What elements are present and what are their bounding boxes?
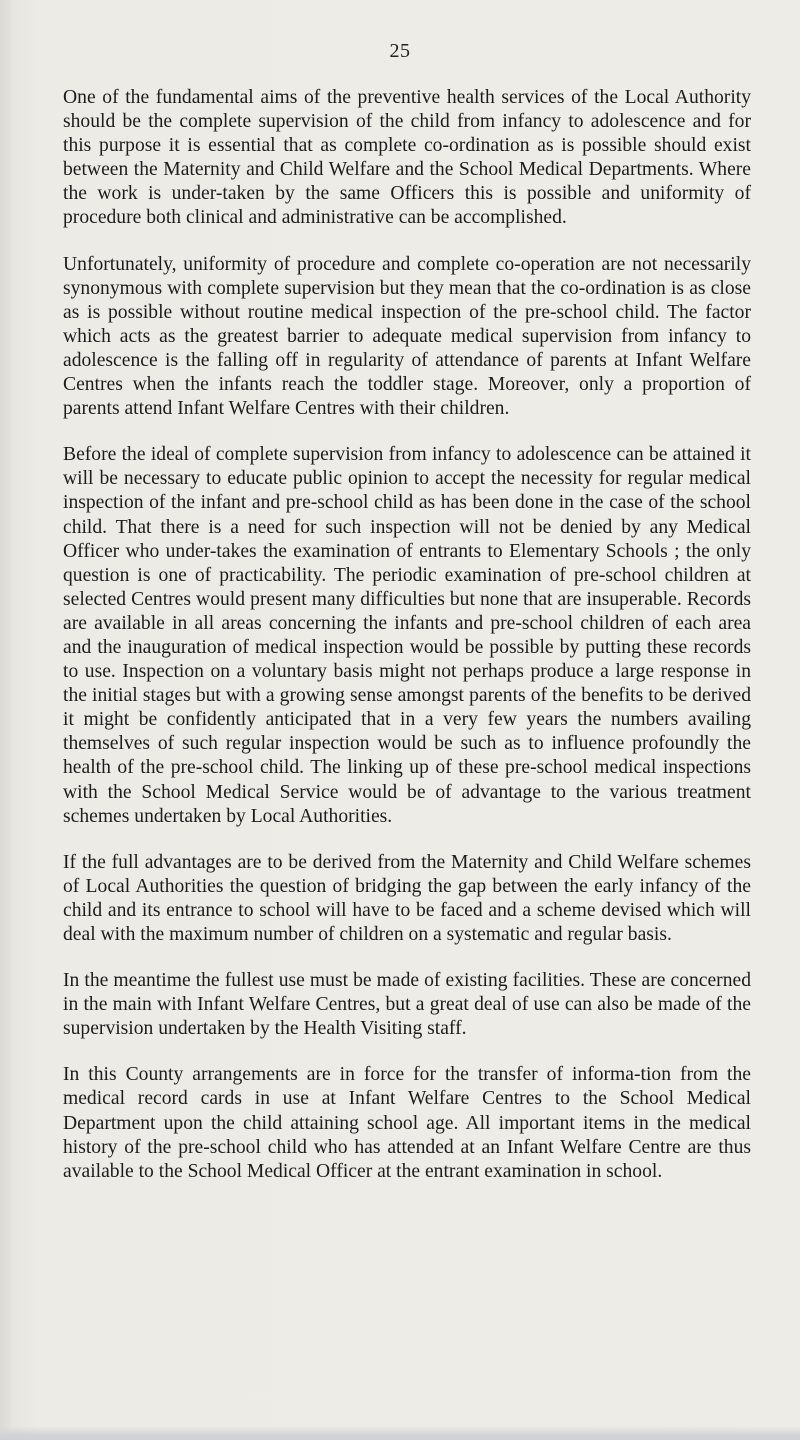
paragraph-5: In the meantime the fullest use must be made of existing facilities. These are concerned in the main with Infant Welfare Centres, but a great deal of use can also be made of the supervision undertaken by the Health Visiting staff. <box>63 970 751 1040</box>
paragraph-6: In this County arrangements are in force for the transfer of informa-tion from the medical record cards in use at Infant Welfare Centres to the School Medical Department upon the child attaining school age. All important items in the medical history of the pre-school child who has attended at an Infant Welfare Centre are thus available to the School Medical Officer at the entrant examination in school. <box>63 1064 751 1182</box>
page-number: 25 <box>389 40 411 62</box>
paragraph-2: Unfortunately, uniformity of procedure and complete co-operation are not necessarily synonymous with complete supervision but they mean that the co-ordination is as close as is possible without routine medical inspection of the pre-school child. The factor which acts as the greatest barrier to adequate medical supervision from infancy to adolescence is the falling off in regularity of attendance of parents at Infant Welfare Centres when the infants reach the toddler stage. Moreover, only a proportion of parents attend Infant Welfare Centres with their children. <box>63 253 751 420</box>
scan-edge-decoration <box>0 1426 800 1440</box>
paragraph-1: One of the fundamental aims of the preventive health services of the Local Authority should be the complete supervision of the child from infancy to adolescence and for this purpose it is essential that as complete co-ordination as is possible should exist between the Maternity and Child Welfare and the School Medical Departments. Where the work is under-taken by the same Officers this is possible and uniformity of procedure both clinical and administrative can be accomplished. <box>63 87 751 229</box>
paragraph-4: If the full advantages are to be derived from the Maternity and Child Welfare schemes of Local Authorities the question of bridging the gap between the early infancy of the child and its entrance to school will have to be faced and a scheme devised which will deal with the maximum number of children on a systematic and regular basis. <box>63 851 751 945</box>
paragraph-3: Before the ideal of complete supervision from infancy to adolescence can be attained it will be necessary to educate public opinion to accept the necessity for regular medical inspection of the infant and pre-school child as has been done in the case of the school child. That there is a need for such inspection will not be denied by any Medical Officer who under-takes the examination of entrants to Elementary Schools ; the only question is one of practicability. The periodic examination of pre-school children at selected Centres would present many difficulties but none that are insuperable. Records are available in all areas concerning the infants and pre-school children of each area and the inauguration of medical inspection would be possible by putting these records to use. Inspection on a voluntary basis might not perhaps produce a large response in the initial stages but with a growing sense amongst parents of the benefits to be derived it might be confidently anticipated that in a very few years the numbers availing themselves of such regular inspection would be such as to influence profoundly the health of the pre-school child. The linking up of these pre-school medical inspections with the School Medical Service would be of advantage to the various treatment schemes undertaken by Local Authorities. <box>63 444 751 827</box>
body-text <box>63 86 751 1206</box>
